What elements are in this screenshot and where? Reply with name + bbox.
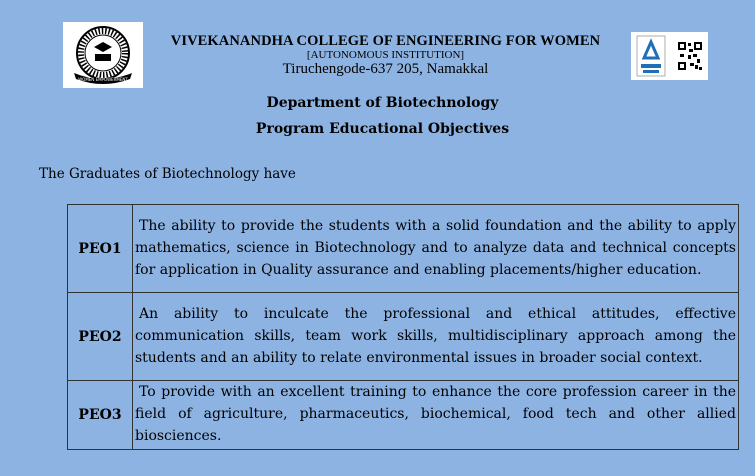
peo-table xyxy=(67,204,739,450)
qr-code-icon xyxy=(677,41,703,71)
college-name: VIVEKANANDHA COLLEGE OF ENGINEERING FOR WOMEN xyxy=(170,33,601,49)
peo-code: PEO1 xyxy=(68,205,133,293)
table-row xyxy=(68,205,739,293)
college-address: Tiruchengode-637 205, Namakkal xyxy=(282,61,489,77)
peo-code: PEO3 xyxy=(68,381,133,450)
peo-description: An ability to inculcate the professional and ethical attitudes, effective communication skills, team work skills, multidisciplinary approach among the students and an ability to relate environmental issues in broader social context. xyxy=(133,293,739,381)
section-title: Program Educational Objectives xyxy=(255,121,510,137)
svg-text:WOMEN EMPOWERMENT: WOMEN EMPOWERMENT xyxy=(78,77,128,82)
intro-text: The Graduates of Biotechnology have xyxy=(39,166,296,182)
college-seal-logo xyxy=(63,22,143,88)
table-row xyxy=(68,381,739,450)
iso-certification-logo xyxy=(631,32,708,80)
peo-description: To provide with an excellent training to enhance the core profession career in the field of agriculture, pharmaceutics, biochemical, food tech and other allied biosciences. xyxy=(133,381,739,450)
table-row xyxy=(68,293,739,381)
peo-description: The ability to provide the students with a solid foundation and the ability to apply mathematics, science in Biotechnology and to analyze data and technical concepts for application in Quality assurance and enabling placements/higher education. xyxy=(133,205,739,293)
peo-code: PEO2 xyxy=(68,293,133,381)
autonomous-label: [AUTONOMOUS INSTITUTION] xyxy=(306,49,465,61)
department-title: Department of Biotechnology xyxy=(266,95,499,111)
